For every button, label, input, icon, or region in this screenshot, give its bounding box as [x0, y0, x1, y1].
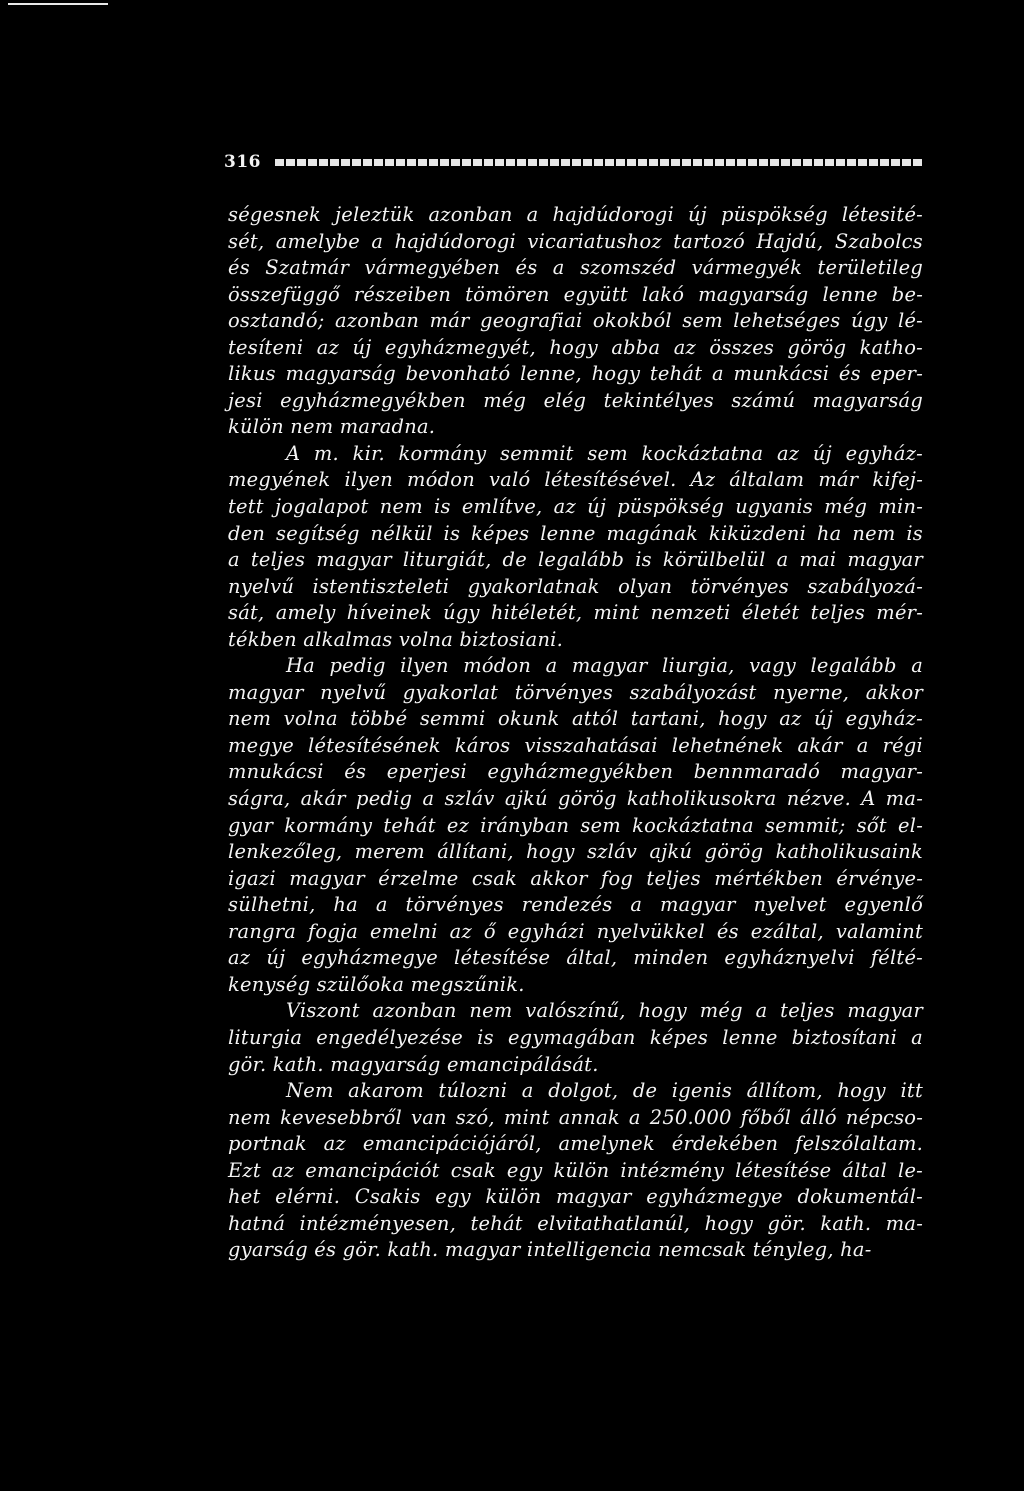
- text-line: megye létesítésének káros visszahatásai lehetnének akár a régi: [228, 733, 923, 757]
- text-line: Nem akarom túlozni a dolgot, de igenis állítom, hogy itt: [286, 1079, 923, 1103]
- text-line: megyének ilyen módon való létesítésével. Az általam már kifej-: [228, 468, 923, 492]
- page-header: [224, 148, 924, 176]
- text-line: Ha pedig ilyen módon a magyar liurgia, vagy legalább a: [286, 654, 923, 678]
- paragraph: [228, 441, 923, 653]
- page-number: 316: [224, 152, 261, 172]
- text-line: hatná intézményesen, tehát elvitathatlanúl, hogy gör. kath. ma-: [228, 1211, 923, 1235]
- text-line: tett jogalapot nem is említve, az új püspökség ugyanis még min-: [228, 495, 923, 519]
- text-line: tékben alkalmas volna biztosiani.: [228, 627, 564, 651]
- text-line: het elérni. Csakis egy külön magyar egyházmegye dokumentál-: [228, 1185, 923, 1209]
- text-line: rangra fogja emelni az ő egyházi nyelvükkel és ezáltal, valamint: [228, 919, 923, 943]
- text-line: nyelvű istentiszteleti gyakorlatnak olyan törvényes szabályozá-: [228, 574, 923, 598]
- text-line: magyar nyelvű gyakorlat törvényes szabályozást nyerne, akkor: [228, 680, 923, 704]
- text-line: ségesnek jeleztük azonban a hajdúdorogi új püspökség létesité-: [228, 203, 923, 226]
- text-line: és Szatmár vármegyében és a szomszéd vármegyék területileg: [228, 256, 923, 280]
- paragraph: [228, 202, 923, 441]
- text-line: nem kevesebbről van szó, mint annak a 250.000 főből álló népcso-: [228, 1105, 923, 1129]
- paragraph: [228, 653, 923, 998]
- text-line: portnak az emancipációjáról, amelynek érdekében felszólaltam.: [228, 1132, 923, 1156]
- text-line: den segítség nélkül is képes lenne magának kiküzdeni ha nem is: [228, 521, 923, 545]
- text-line: Viszont azonban nem valószínű, hogy még a teljes magyar: [286, 999, 923, 1023]
- body-text: [228, 202, 923, 1264]
- text-line: összefüggő részeiben tömören együtt lakó magyarság lenne be-: [228, 282, 923, 306]
- text-line: jesi egyházmegyékben még elég tekintélyes számú magyarság: [228, 388, 923, 412]
- text-line: sülhetni, ha a törvényes rendezés a magyar nyelvet egyenlő: [228, 893, 923, 917]
- text-line: kenység szülőoka megszűnik.: [228, 972, 525, 996]
- scan-edge-mark: [8, 3, 108, 5]
- text-line: külön nem maradna.: [228, 415, 436, 439]
- text-line: ságra, akár pedig a szláv ajkú görög katholikusokra nézve. A ma-: [228, 787, 923, 811]
- text-line: gyarság és gör. kath. magyar intelligencia nemcsak tényleg, ha-: [228, 1238, 872, 1262]
- text-line: likus magyarság bevonható lenne, hogy tehát a munkácsi és eper-: [228, 362, 923, 386]
- text-line: a teljes magyar liturgiát, de legalább is körülbelül a mai magyar: [228, 548, 923, 572]
- text-line: gör. kath. magyarság emancipálását.: [228, 1052, 599, 1076]
- text-line: mnukácsi és eperjesi egyházmegyékben bennmaradó magyar-: [228, 760, 923, 784]
- paragraph: [228, 998, 923, 1078]
- text-line: az új egyházmegye létesítése által, minden egyháznyelvi félté-: [228, 946, 923, 970]
- text-line: lenkezőleg, merem állítani, hogy szláv ajkú görög katholikusaink: [228, 840, 923, 864]
- header-ornament-rule: [275, 159, 924, 166]
- text-line: nem volna többé semmi okunk attól tartani, hogy az új egyház-: [228, 707, 923, 731]
- text-line: sét, amelybe a hajdúdorogi vicariatushoz tartozó Hajdú, Szabolcs: [228, 229, 923, 253]
- text-line: A m. kir. kormány semmit sem kockáztatna az új egyház-: [286, 441, 923, 465]
- paragraph: [228, 1078, 923, 1264]
- text-line: tesíteni az új egyházmegyét, hogy abba az összes görög katho-: [228, 335, 923, 359]
- text-line: liturgia engedélyezése is egymagában képes lenne biztosítani a: [228, 1025, 923, 1049]
- text-line: igazi magyar érzelme csak akkor fog teljes mértékben érvénye-: [228, 866, 923, 890]
- text-line: Ezt az emancipációt csak egy külön intézmény létesítése által le-: [228, 1158, 923, 1182]
- text-line: sát, amely híveinek úgy hitéletét, mint nemzeti életét teljes mér-: [228, 601, 923, 625]
- text-line: osztandó; azonban már geografiai okokból sem lehetséges úgy lé-: [228, 309, 923, 333]
- text-line: gyar kormány tehát ez irányban sem kockáztatna semmit; sőt el-: [228, 813, 923, 837]
